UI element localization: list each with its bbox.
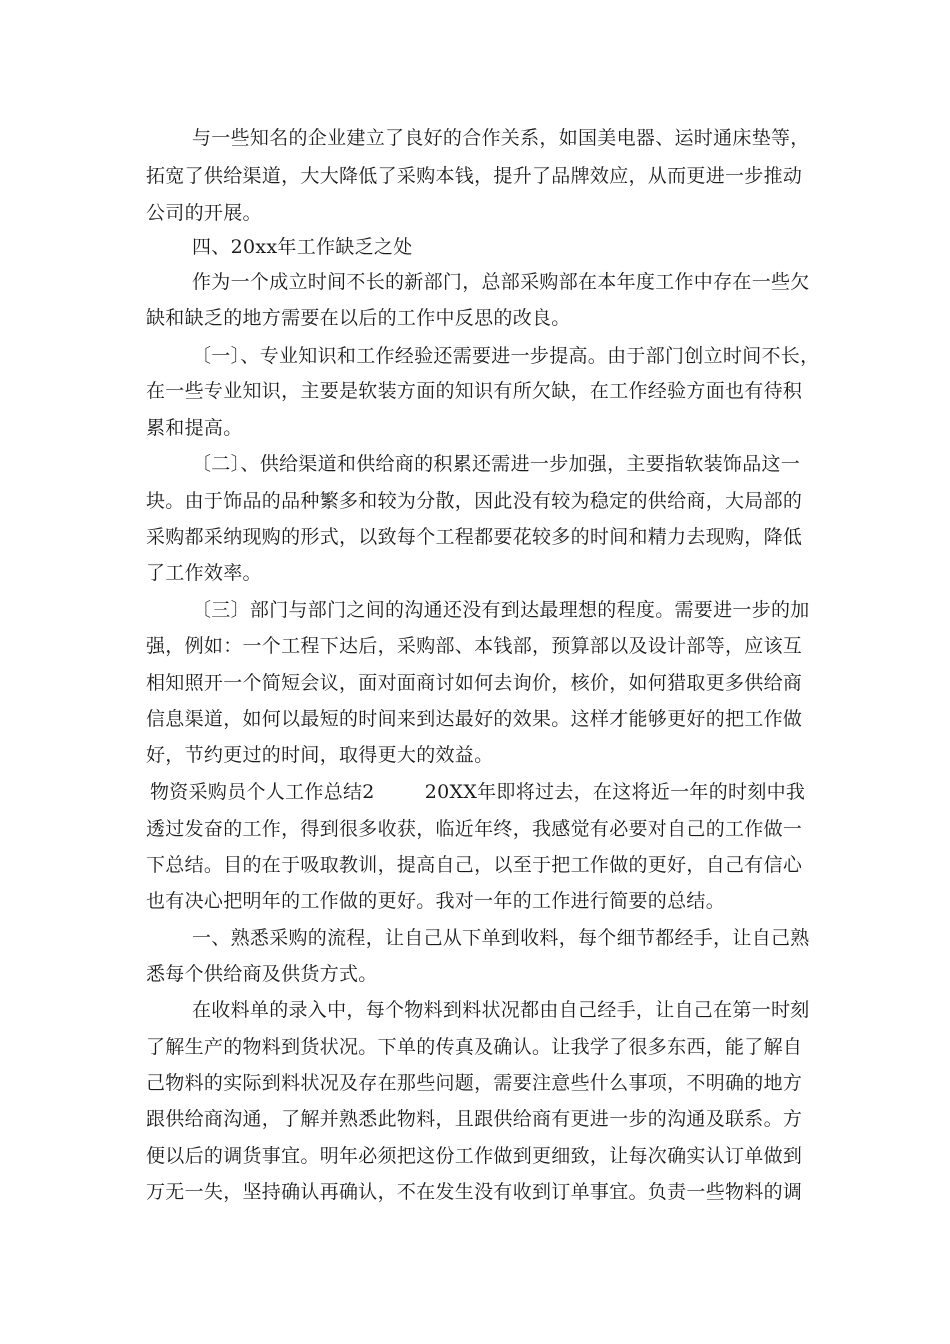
- text-line: 作为一个成立时间不长的新部门，总部采购部在本年度工作中存在一些欠: [192, 271, 810, 293]
- text-line: 公司的开展。: [146, 202, 262, 224]
- section-heading: 四、20xx年工作缺乏之处: [192, 236, 413, 258]
- text-line: 了工作效率。: [146, 562, 262, 584]
- text-line: 悉每个供给商及供货方式。: [146, 963, 378, 985]
- text-line: 块。由于饰品的品种繁多和较为分散，因此没有较为稳定的供给商，大局部的: [146, 490, 803, 512]
- text-line: 好，节约更过的时间，取得更大的效益。: [146, 744, 494, 766]
- text-line: 己物料的实际到料状况及存在那些问题，需要注意些什么事项，不明确的地方: [146, 1072, 803, 1094]
- text-line: 与一些知名的企业建立了良好的合作关系，如国美电器、运时通床垫等，: [192, 127, 810, 149]
- text-line: 缺和缺乏的地方需要在以后的工作中反思的改良。: [146, 307, 571, 329]
- text-line: 下总结。目的在于吸取教训，提高自己，以至于把工作做的更好，自己有信心: [146, 854, 803, 876]
- text-line: 了解生产的物料到货状况。下单的传真及确认。让我学了很多东西，能了解自: [146, 1036, 803, 1058]
- text-line: 相知照开一个简短会议，面对面商讨如何去询价，核价，如何猎取更多供给商: [146, 672, 803, 694]
- text-line: 〔二〕、供给渠道和供给商的积累还需进一步加强，主要指软装饰品这一: [192, 453, 801, 475]
- text-line: 〔三〕部门与部门之间的沟通还没有到达最理想的程度。需要进一步的加: [192, 599, 810, 621]
- text-line: 透过发奋的工作，得到很多收获，临近年终，我感觉有必要对自己的工作做一: [146, 818, 803, 840]
- text-line: 也有决心把明年的工作做的更好。我对一年的工作进行简要的总结。: [146, 890, 726, 912]
- text-line: 在一些专业知识，主要是软装方面的知识有所欠缺，在工作经验方面也有待积: [146, 380, 803, 402]
- text-line: 拓宽了供给渠道，大大降低了采购本钱，提升了品牌效应，从而更进一步推动: [146, 165, 803, 187]
- text-line: 便以后的调货事宜。明年必须把这份工作做到更细致，让每次确实认订单做到: [146, 1145, 803, 1167]
- text-line: 采购都采纳现购的形式，以致每个工程都要花较多的时间和精力去现购，降低: [146, 526, 803, 548]
- text-line: 强，例如：一个工程下达后，采购部、本钱部，预算部以及设计部等，应该互: [146, 635, 803, 657]
- section-title-line: [150, 775, 830, 809]
- text-line: 在收料单的录入中，每个物料到料状况都由自己经手，让自己在第一时刻: [192, 999, 810, 1021]
- text-line: 累和提高。: [146, 417, 243, 439]
- section-title: 物资采购员个人工作总结2: [150, 781, 375, 803]
- text-line: 万无一失，坚持确认再确认，不在发生没有收到订单事宜。负责一些物料的调: [146, 1181, 803, 1203]
- text-line: 一、熟悉采购的流程，让自己从下单到收料，每个细节都经手，让自己熟: [192, 927, 810, 949]
- text-line: 信息渠道，如何以最短的时间来到达最好的效果。这样才能够更好的把工作做: [146, 708, 803, 730]
- text-line: 跟供给商沟通，了解并熟悉此物料，且跟供给商有更进一步的沟通及联系。方: [146, 1108, 803, 1130]
- text-line: 〔一〕、专业知识和工作经验还需要进一步提高。由于部门创立时间不长，: [192, 345, 820, 367]
- section-intro: 20XX年即将过去，在这将近一年的时刻中我: [424, 781, 806, 803]
